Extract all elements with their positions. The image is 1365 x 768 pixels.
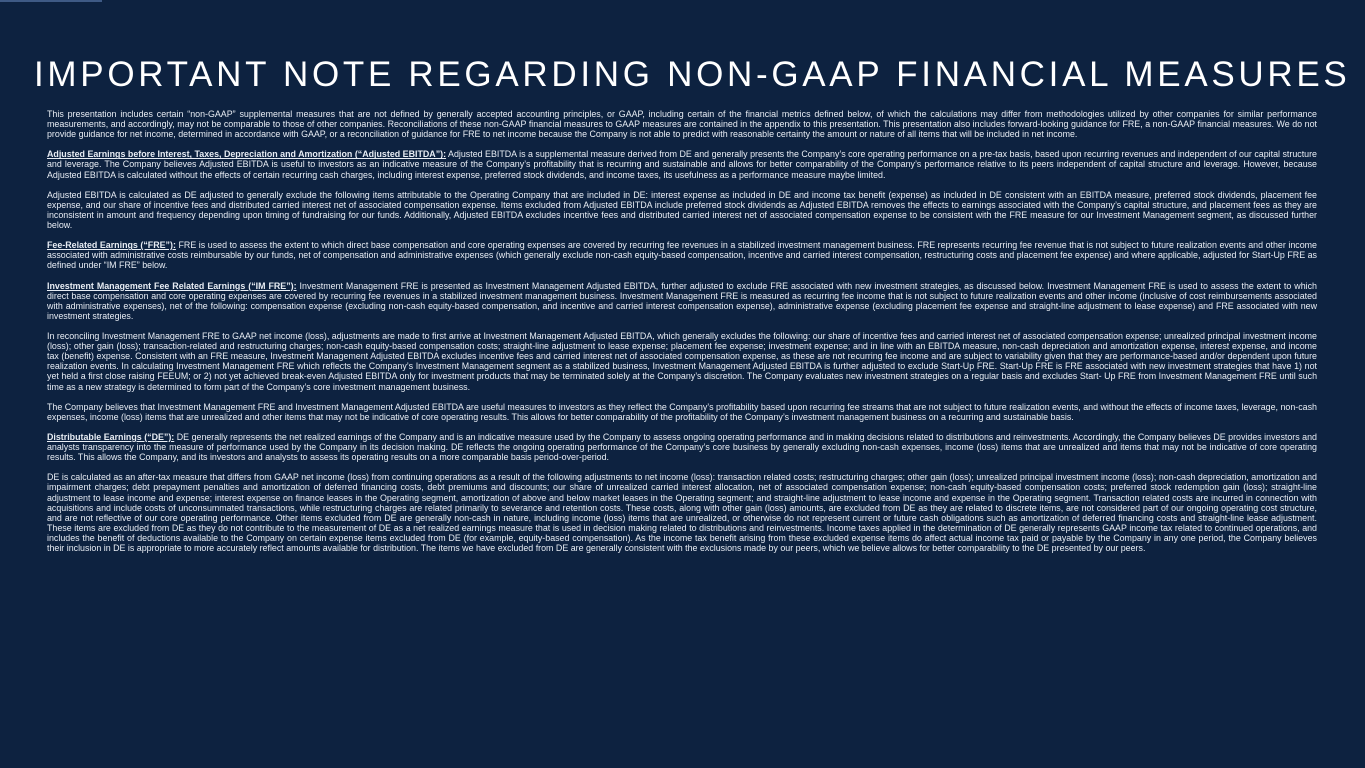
- paragraph-im-fre-usefulness: [47, 402, 1317, 422]
- paragraph-text: Adjusted EBITDA is calculated as DE adjusted to generally exclude the following items attributable to the Operating Company that are included in DE: interest expense as included in DE and income tax benefit (expense) as included in DE consistent with an EBITDA measure, preferred stock dividends, placement fee expense, and our share of incentive fees and distributed carried interest net of associated compensation expense. Items excluded from Adjusted EBITDA include preferred stock dividends as Adjusted EBITDA removes the effects to earnings associated with the Company’s capital structure, and placement fees as they are inconsistent in amount and frequency depending upon timing of fundraising for our funds. Additionally, Adjusted EBITDA excludes incentive fees and distributed carried interest net of associated compensation expense to be consistent with the FRE measure for our Investment Management segment, as discussed further below.: [47, 189, 1317, 231]
- term-heading: Investment Management Fee Related Earnings (“IM FRE”):: [47, 280, 297, 291]
- paragraph-de-calc: [47, 472, 1317, 553]
- paragraph-im-fre-reconcile: [47, 331, 1317, 392]
- paragraph-fre: [47, 240, 1317, 270]
- paragraph-adjusted-ebitda: [47, 149, 1317, 179]
- paragraph-text: DE is calculated as an after-tax measure that differs from GAAP net income (loss) from continuing operations as a result of the following adjustments to net income (loss): transaction related costs; restructuring charges; other gain (loss); unrealized principal investment income (loss); non-cash depreciation, amortization and impairment charges; debt prepayment penalties and amortization of deferred financing costs, debt premiums and discounts; our share of unrealized carried interest allocation, net of associated compensation expense; non-cash equity-based compensation costs; preferred stock redemption gain (loss); straight-line adjustment to lease income and expense; interest expense on finance leases in the Operating segment, amortization of above and below market leases in the Operating segment; and straight-line adjustment to lease income and expense in the Operating segment. Transaction related costs are incurred in connection with acquisitions and include costs of unconsummated transactions, while restructuring charges are related primarily to severance and retention costs. These costs, along with other gain (loss) amounts, are excluded from DE as they are related to discrete items, are not considered part of our ongoing operating cost structure, and are not reflective of our core operating performance. Other items excluded from DE are generally non-cash in nature, including income (loss) items that are unrealized, or otherwise do not represent current or future cash obligations such as amortization of deferred financing costs and straight-line lease adjustment. These items are excluded from DE as they do not contribute to the measurement of DE as a net realized earnings measure that is used in decision making related to distributions and reinvestments. Income taxes applied in the determination of DE generally represents GAAP income tax related to continued operations, and includes the benefit of deductions available to the Company on certain expense items excluded from DE (for example, equity-based compensation). As the income tax benefit arising from these excluded expense items do affect actual income tax paid or payable by the Company in any one period, the Company believes their inclusion in DE is appropriate to more accurately reflect amounts available for distribution. The items we have excluded from DE are generally consistent with the exclusions made by our peers, which we believe allows for better comparability to the DE presented by our peers.: [47, 472, 1317, 554]
- term-heading: Distributable Earnings (“DE”):: [47, 432, 175, 442]
- paragraph-text: The Company believes that Investment Management FRE and Investment Management Adjusted EBITDA are useful measures to investors as they reflect the Company’s profitability based upon recurring fee streams that are not subject to future realization events, and without the effects of income taxes, leverage, non-cash expenses, income (loss) items that are unrealized and other items that may not be indicative of core operating results. This allows for better comparability of the profitability of the Company’s investment management business on a recurring and sustainable basis.: [47, 401, 1317, 422]
- page-title: IMPORTANT NOTE REGARDING NON-GAAP FINANCIAL MEASURES: [34, 55, 1351, 94]
- paragraph-de: [47, 432, 1317, 462]
- paragraph-text: DE generally represents the net realized earnings of the Company and is an indicative measure used by the Company to assess ongoing operating performance and in making decisions related to distributions and reinvestments. Accordingly, the Company believes DE provides investors and analysts transparency into the measure of performance used by the Company in its decision making. DE reflects the ongoing operating performance of the Company’s core business by generally excluding non-cash expenses, income (loss) items that are unrealized and items that may not be indicative of core operating results. This allows the Company, and its investors and analysts to assess its operating results on a more comparable basis period-over-period.: [47, 432, 1317, 463]
- body-text: [47, 109, 1317, 563]
- paragraph-text: Adjusted EBITDA is a supplemental measure derived from DE and generally presents the Company’s core operating performance on a pre-tax basis, based upon recurring revenues and independent of our capital structure and leverage. The Company believes Adjusted EBITDA is useful to investors as an indicative measure of the Company’s profitability that is recurring and sustainable and allows for better comparability of the Company’s performance relative to its peers independent of capital structure and leverage. However, because Adjusted EBITDA is calculated without the effects of certain recurring cash charges, including interest expense, preferred stock dividends, and income taxes, its usefulness as a performance measure maybe limited.: [47, 149, 1317, 180]
- paragraph-text: Investment Management FRE is presented as Investment Management Adjusted EBITDA, further adjusted to exclude FRE associated with new investment strategies, as discussed below. Investment Management FRE is used to assess the extent to which direct base compensation and core operating expenses are covered by recurring fee revenues in a stabilized investment management business. Investment Management FRE is measured as recurring fee income that is not subject to future realization events and other income (inclusive of cost reimbursements associated with administrative expenses), net of the following: compensation expense (excluding non-cash equity-based compensation, and incentive and carried interest compensation expense), administrative expense (excluding placement fee expense and straight-line adjustment to lease expense) and FRE associated with new investment strategies.: [47, 280, 1317, 321]
- paragraph-adjusted-ebitda-calc: [47, 190, 1317, 230]
- paragraph-im-fre: [47, 281, 1317, 321]
- term-heading: Fee-Related Earnings (“FRE”):: [47, 240, 176, 251]
- paragraph-text: In reconciling Investment Management FRE to GAAP net income (loss), adjustments are made to first arrive at Investment Management Adjusted EBITDA, which generally excludes the following: our share of incentive fees and carried interest net of associated compensation expense; unrealized principal investment income (loss); other gain (loss); transaction-related and restructuring charges; non-cash equity-based compensation costs; straight-line adjustment to lease expense; placement fee expense; investment expense; and in line with an EBITDA measure, non-cash depreciation and amortization expense, interest expense, and income tax (benefit) expense. Consistent with an FRE measure, Investment Management Adjusted EBITDA excludes incentive fees and carried interest net of associated compensation expense, as these are not recurring fee income and are subject to variability given that they are performance-based and/or dependent upon future realization events. In calculating Investment Management FRE which reflects the Company’s Investment Management segment as a stabilized business, Investment Management Adjusted EBITDA is further adjusted to exclude Start-Up FRE. Start-Up FRE is FRE associated with new investment strategies that have 1) not yet held a first close raising FEEUM; or 2) not yet achieved break-even Adjusted EBITDA only for investment products that may be terminated solely at the Company’s discretion. The Company evaluates new investment strategies on a regular basis and excludes Start- Up FRE from Investment Management FRE until such time as a new strategy is determined to form part of the Company’s core investment management business.: [47, 331, 1317, 392]
- paragraph-text: This presentation includes certain “non-GAAP” supplemental measures that are not defined by generally accepted accounting principles, or GAAP, including certain of the financial metrics defined below, of which the calculations may differ from methodologies utilized by other companies for similar performance measurements, and accordingly, may not be comparable to those of other companies. Reconciliations of these non-GAAP financial measures to GAAP measures are contained in the appendix to this presentation. This presentation also includes forward-looking guidance for FRE, a non-GAAP financial measures. We do not provide guidance for net income, determined in accordance with GAAP, or a reconciliation of guidance for FRE to net income because the Company is not able to predict with reasonable certainty the amount or nature of all items that will be included in net income.: [47, 109, 1317, 140]
- term-heading: Adjusted Earnings before Interest, Taxes, Depreciation and Amortization (“Adjusted EBITDA”):: [47, 149, 447, 160]
- top-accent-bar: [0, 0, 102, 2]
- paragraph-intro: [47, 109, 1317, 139]
- paragraph-text: FRE is used to assess the extent to which direct base compensation and core operating expenses are covered by recurring fee revenues in a stabilized investment management business. FRE represents recurring fee revenue that is not subject to future realization events and other income associated with administrative costs reimbursable by our funds, net of compensation and administrative expenses (which generally exclude non-cash equity-based compensation, incentive and carried interest compensation, restructuring costs and placement fee expense) and where applicable, adjusted for Start-Up FRE as defined under “IM FRE” below.: [47, 240, 1317, 271]
